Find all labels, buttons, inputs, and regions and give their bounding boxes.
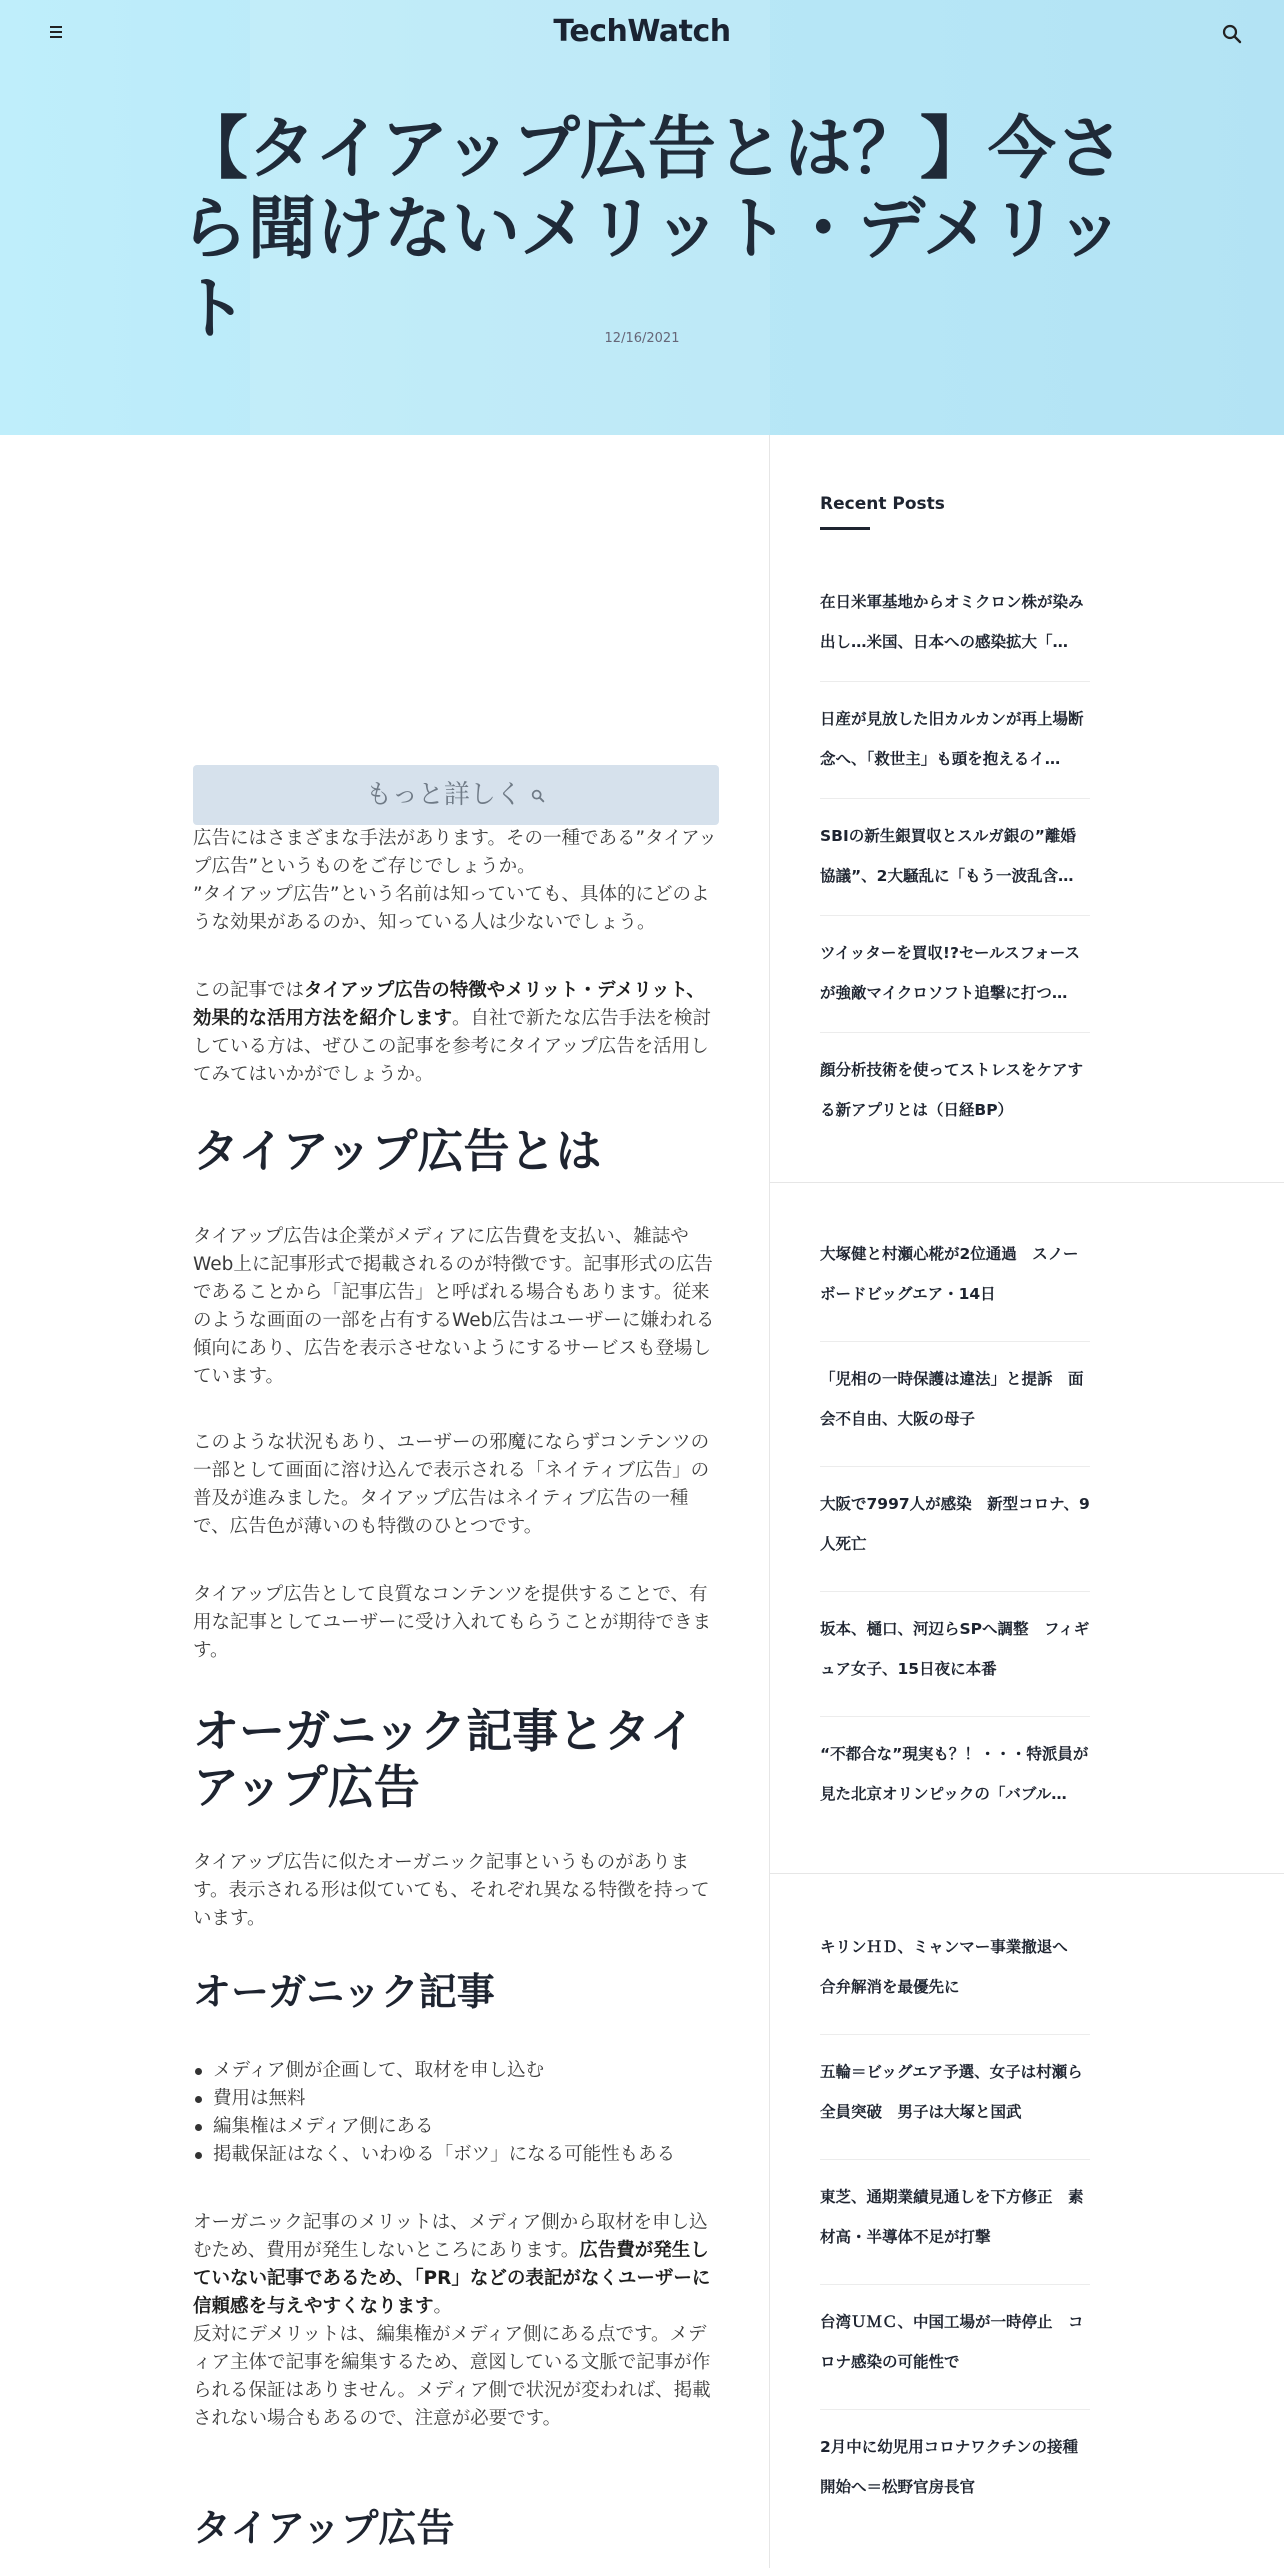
sidebar-section-divider: [770, 1873, 1284, 1874]
recent-post-link[interactable]: 大塚健と村瀬心椛が2位通過 スノーボードビッグエア・14日: [820, 1245, 1079, 1303]
more-details-label: もっと詳しく: [365, 780, 522, 810]
list-item: 掲載保証はなく、いわゆる「ボツ」になる可能性もある: [193, 2141, 723, 2169]
paragraph-organic-merit: オーガニック記事のメリットは、メディア側から取材を申し込むため、費用が発生しないところにあります。広告費が発生していない記事であるため、「PR」などの表記がなくユーザーに信頼感を与えやすくなります。: [193, 2212, 711, 2317]
heading-organic-article: オーガニック記事: [193, 1970, 495, 2014]
recent-post-link[interactable]: 日産が見放した旧カルカンが再上場断念へ、「救世主」も頭を抱えるイ…: [820, 710, 1084, 768]
recent-post-link[interactable]: 東芝、通期業績見通しを下方修正 素材高・半導体不足が打撃: [820, 2188, 1084, 2246]
intro-paragraph-2: ”タイアップ広告”という名前は知っていても、具体的にどのような効果があるのか、知っている人は少ないでしょう。: [193, 884, 710, 933]
post-divider: [820, 1341, 1090, 1342]
recent-post-link[interactable]: 五輪＝ビッグエア予選、女子は村瀬ら全員突破 男子は大塚と国武: [820, 2063, 1083, 2121]
paragraph-native-ads: このような状況もあり、ユーザーの邪魔にならずコンテンツの一部として画面に溶け込んで表示される「ネイティブ広告」の普及が進みました。タイアップ広告はネイティブ広告の一種で、広告色が薄いのも特徴のひとつです。: [193, 1432, 710, 1537]
recent-post-link[interactable]: キリンＨＤ、ミャンマー事業撤退へ 合弁解消を最優先に: [820, 1938, 1084, 1996]
heading-tieup-ad-section: タイアップ広告: [193, 2506, 455, 2550]
recent-post-link[interactable]: 在日米軍基地からオミクロン株が染み出し…米国、日本への感染拡大「…: [820, 593, 1084, 651]
sidebar-section-divider: [770, 1182, 1284, 1183]
recent-post-link[interactable]: 坂本、樋口、河辺らSPへ調整 フィギュア女子、15日夜に本番: [820, 1620, 1090, 1678]
recent-post-link[interactable]: 顔分析技術を使ってストレスをケアする新アプリとは（日経BP）: [820, 1061, 1084, 1119]
recent-posts-heading: Recent Posts: [820, 494, 945, 514]
post-divider: [820, 2409, 1090, 2410]
paragraph-organic-intro: タイアップ広告に似たオーガニック記事というものがあります。表示される形は似ていても、それぞれ異なる特徴を持っています。: [193, 1852, 710, 1929]
paragraph-tieup-definition: タイアップ広告は企業がメディアに広告費を支払い、雑誌やWeb上に記事形式で掲載されるのが特徴です。記事形式の広告であることから「記事広告」と呼ばれる場合もあります。従来のような画面の一部を占有するWeb広告はユーザーに嫌われる傾向にあり、広告を表示させないようにするサービスも登場しています。: [193, 1226, 715, 1387]
list-item: 費用は無料: [193, 2085, 723, 2113]
intro-highlight: タイアップ広告の特徴やメリット・デメリット、効果的な活用方法を紹介します: [193, 980, 705, 1029]
organic-merit-highlight: 広告費が発生していない記事であるため、「PR」などの表記がなくユーザーに信頼感を与えやすくなります: [193, 2240, 711, 2317]
list-item: 編集権はメディア側にある: [193, 2113, 723, 2141]
post-divider: [820, 1466, 1090, 1467]
post-divider: [820, 681, 1090, 682]
recent-post-link[interactable]: ツイッターを買収!?セールスフォースが強敵マイクロソフト追撃に打つ…: [820, 944, 1081, 1002]
hero-banner: [0, 0, 1284, 435]
post-divider: [820, 915, 1090, 916]
paragraph-organic-demerit: 反対にデメリットは、編集権がメディア側にある点です。メディア主体で記事を編集するため、意図している文脈で記事が作られる保証はありません。メディア側で状況が変われば、掲載されない場合もあるので、注意が必要です。: [193, 2324, 711, 2429]
post-divider: [820, 2034, 1090, 2035]
post-divider: [820, 2159, 1090, 2160]
column-divider: [769, 435, 770, 2568]
recent-post-link[interactable]: 大阪で7997人が感染 新型コロナ、9人死亡: [820, 1495, 1090, 1553]
intro-paragraph-3: この記事ではタイアップ広告の特徴やメリット・デメリット、効果的な活用方法を紹介します。自社で新たな広告手法を検討している方は、ぜひこの記事を参考にタイアップ広告を活用してみてはいかがでしょうか。: [193, 980, 712, 1085]
recent-post-link[interactable]: 2月中に幼児用コロナワクチンの接種開始へ＝松野官房長官: [820, 2438, 1079, 2496]
article-title: 【タイアップ広告とは？】今さら聞けないメリット・デメリット: [180, 110, 1124, 349]
post-divider: [820, 1716, 1090, 1717]
heading-tieup-ad: タイアップ広告とは: [193, 1124, 602, 1178]
post-divider: [820, 798, 1090, 799]
post-divider: [820, 1591, 1090, 1592]
intro-paragraph-1: 広告にはさまざまな手法があります。その一種である”タイアップ広告”というものをご存じでしょうか。: [193, 828, 717, 877]
paragraph-quality-content: タイアップ広告として良質なコンテンツを提供することで、有用な記事としてユーザーに受け入れてもらうことが期待できます。: [193, 1584, 712, 1661]
site-title[interactable]: TechWatch: [553, 14, 731, 49]
post-divider: [820, 2284, 1090, 2285]
post-divider: [820, 1032, 1090, 1033]
recent-post-link[interactable]: 「児相の一時保護は違法」と提訴 面会不自由、大阪の母子: [820, 1370, 1084, 1428]
article-date: 12/16/2021: [604, 331, 680, 346]
recent-post-link[interactable]: SBIの新生銀買収とスルガ銀の”離婚協議”、2大騒乱に「もう一波乱含…: [820, 827, 1076, 885]
recent-post-link[interactable]: 台湾ＵＭＣ、中国工場が一時停止 コロナ感染の可能性で: [820, 2313, 1084, 2371]
list-item: メディア側が企画して、取材を申し込む: [193, 2057, 723, 2085]
organic-features-list: [193, 2057, 723, 2169]
heading-underline: [820, 527, 870, 530]
search-icon: [530, 788, 546, 804]
more-details-button[interactable]: [193, 765, 719, 825]
recent-post-link[interactable]: “不都合な”現実も？！・・・特派員が見た北京オリンピックの「バブル…: [820, 1745, 1089, 1803]
heading-organic-vs-tieup: オーガニック記事とタイアップ広告: [193, 1704, 696, 1814]
search-icon[interactable]: [1220, 22, 1244, 46]
